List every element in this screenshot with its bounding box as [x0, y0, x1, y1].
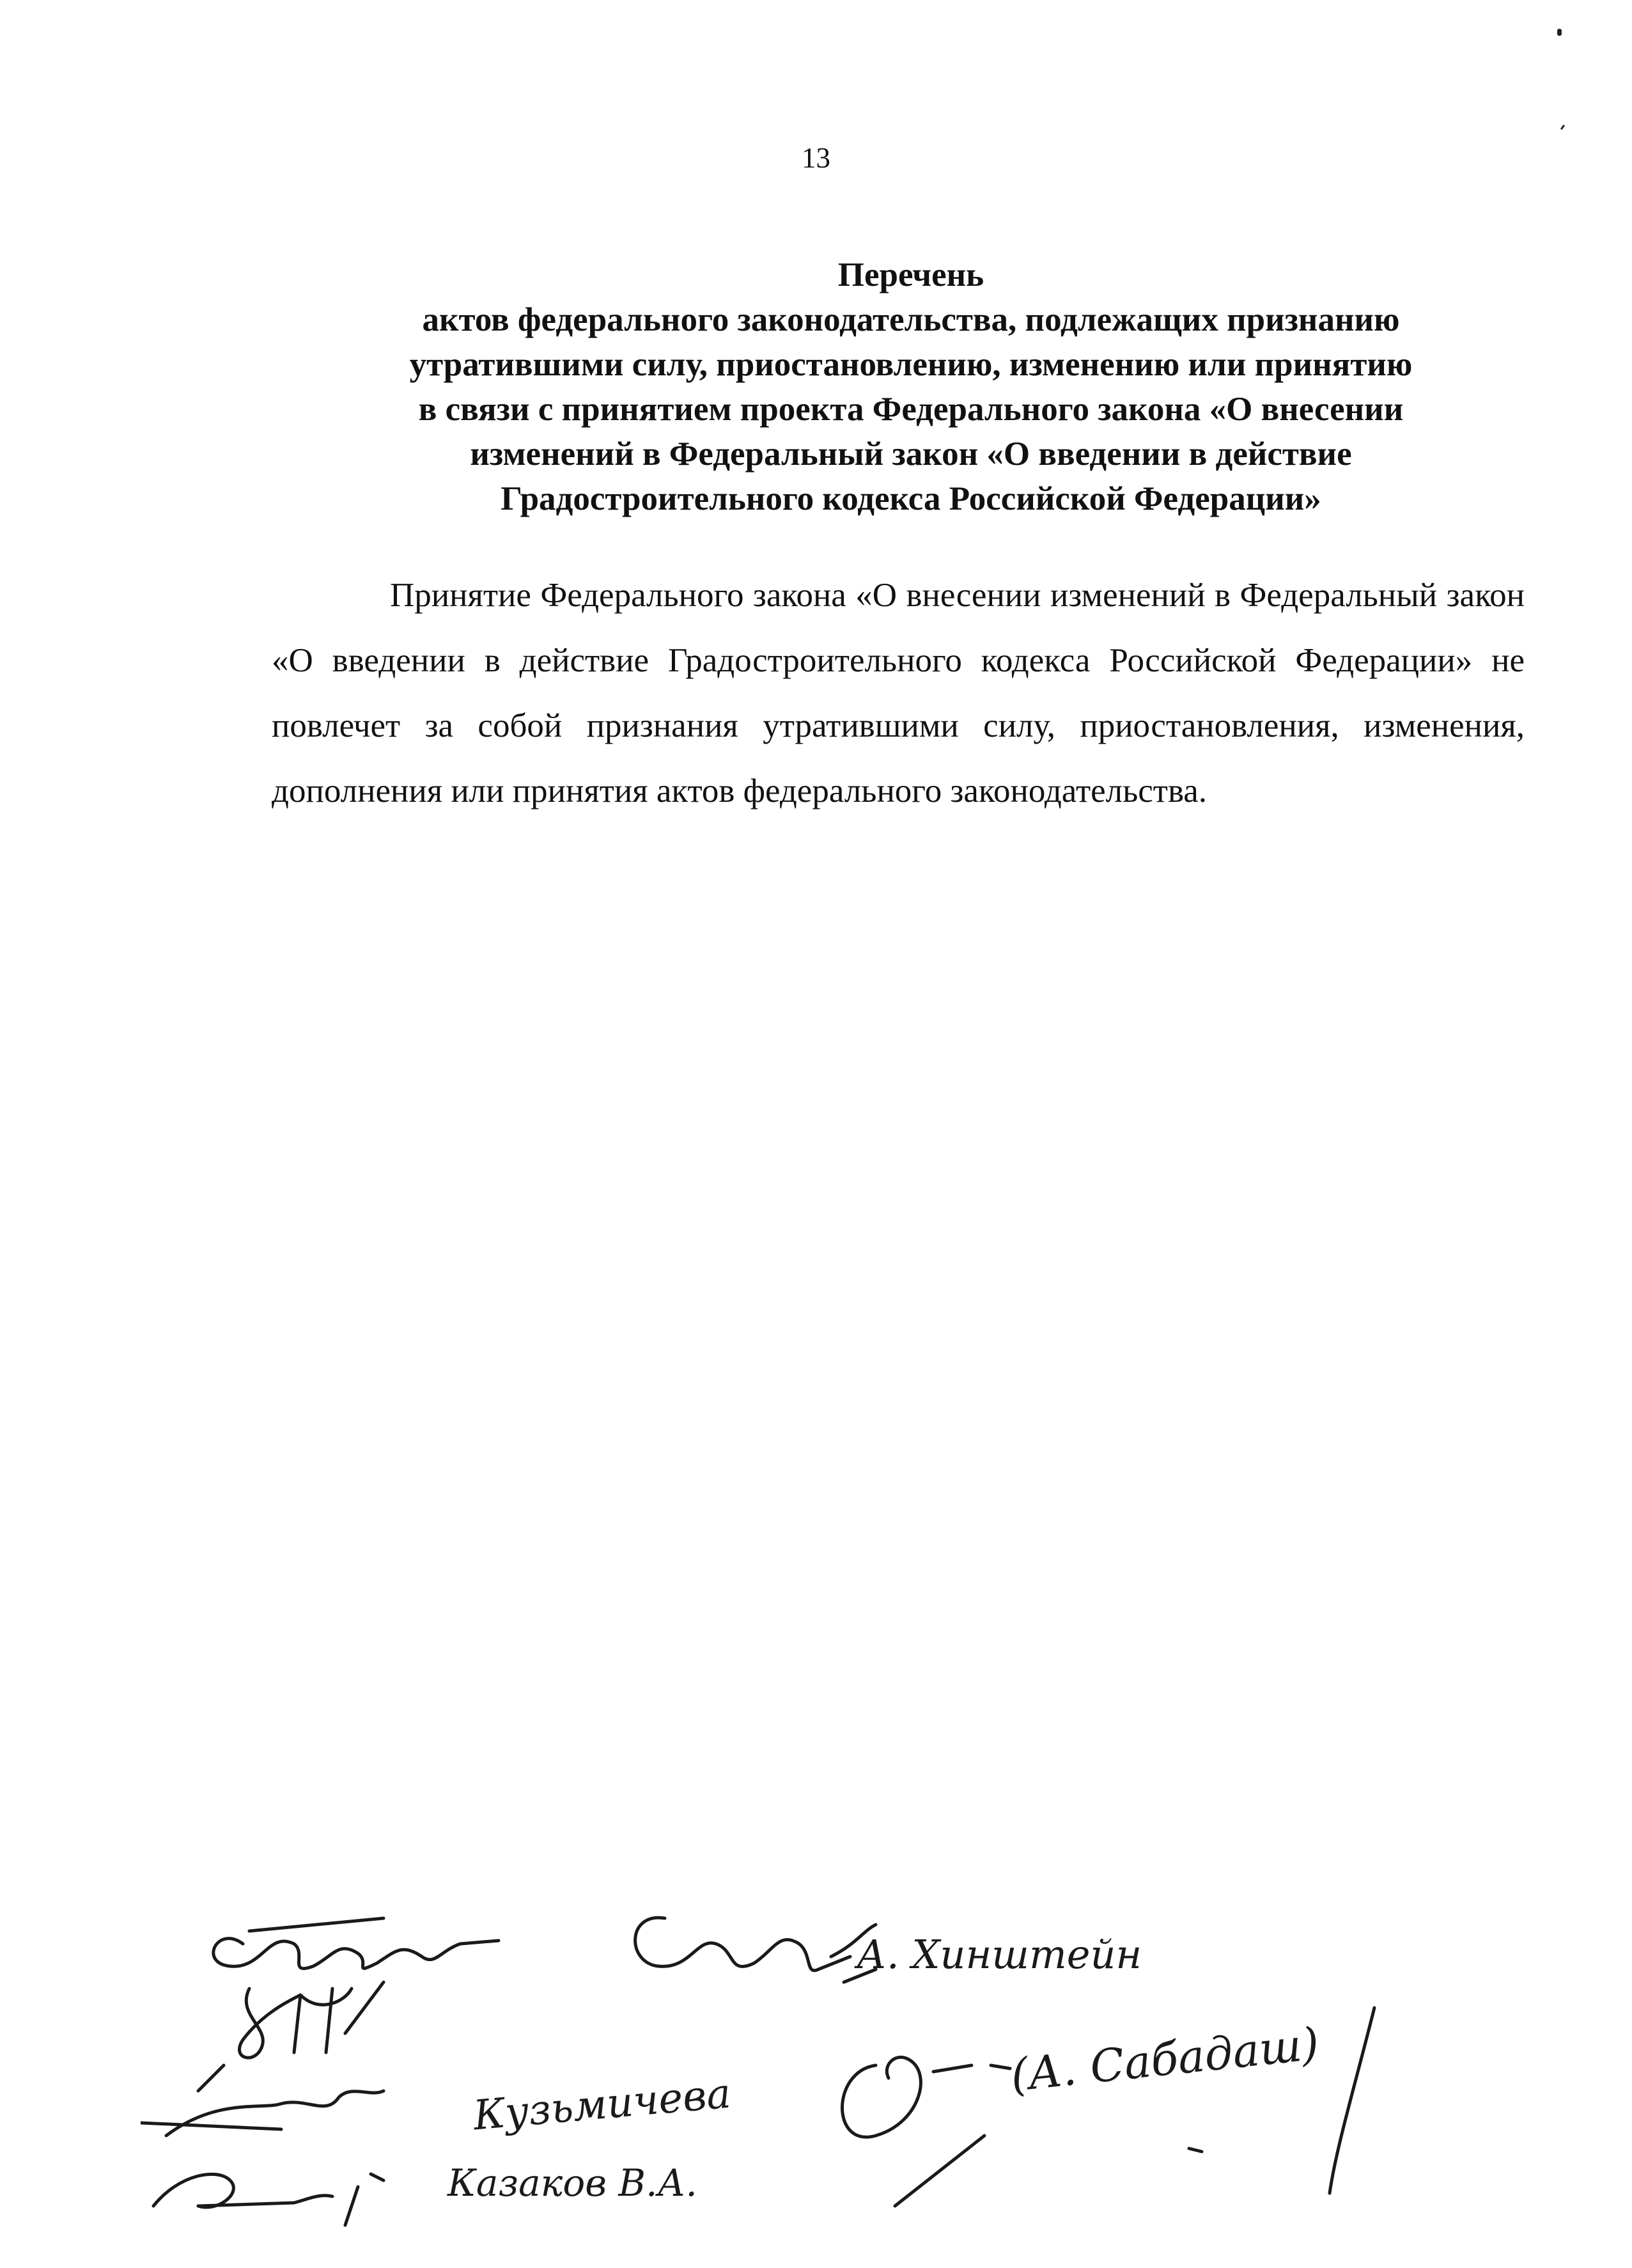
signature-name: Кузьмичева [471, 2070, 733, 2140]
signature-name: (А. Сабадаш) [1008, 2017, 1322, 2102]
title-line: актов федерального законодательства, подлежащих признанию [422, 301, 1400, 338]
page-number: 13 [802, 142, 830, 174]
scan-speck [1560, 125, 1565, 130]
body-paragraph: Принятие Федерального закона «О внесении изменений в Федеральный закон «О введении в действие Градостроительного кодекса Российской Федерации» не повлечет за собой признания утратившими силу, приостановления, изменения, дополнения или принятия актов федерального законодательства. [272, 577, 1525, 809]
signature-name: А. Хинштейн [857, 1931, 1142, 1978]
signatures-block [141, 1905, 1451, 2238]
title-line: утратившими силу, приостановлению, изменению или принятию [409, 346, 1413, 383]
title-line: в связи с принятием проекта Федерального закона «О внесении [418, 391, 1404, 428]
scan-speck [1557, 29, 1562, 36]
title-line: Градостроительного кодекса Российской Федерации» [501, 480, 1321, 517]
document-title [256, 253, 1566, 521]
title-line: Перечень [837, 256, 984, 293]
title-line: изменений в Федеральный закон «О введении в действие [470, 435, 1352, 473]
signature-name: Казаков В.А. [447, 2161, 697, 2205]
